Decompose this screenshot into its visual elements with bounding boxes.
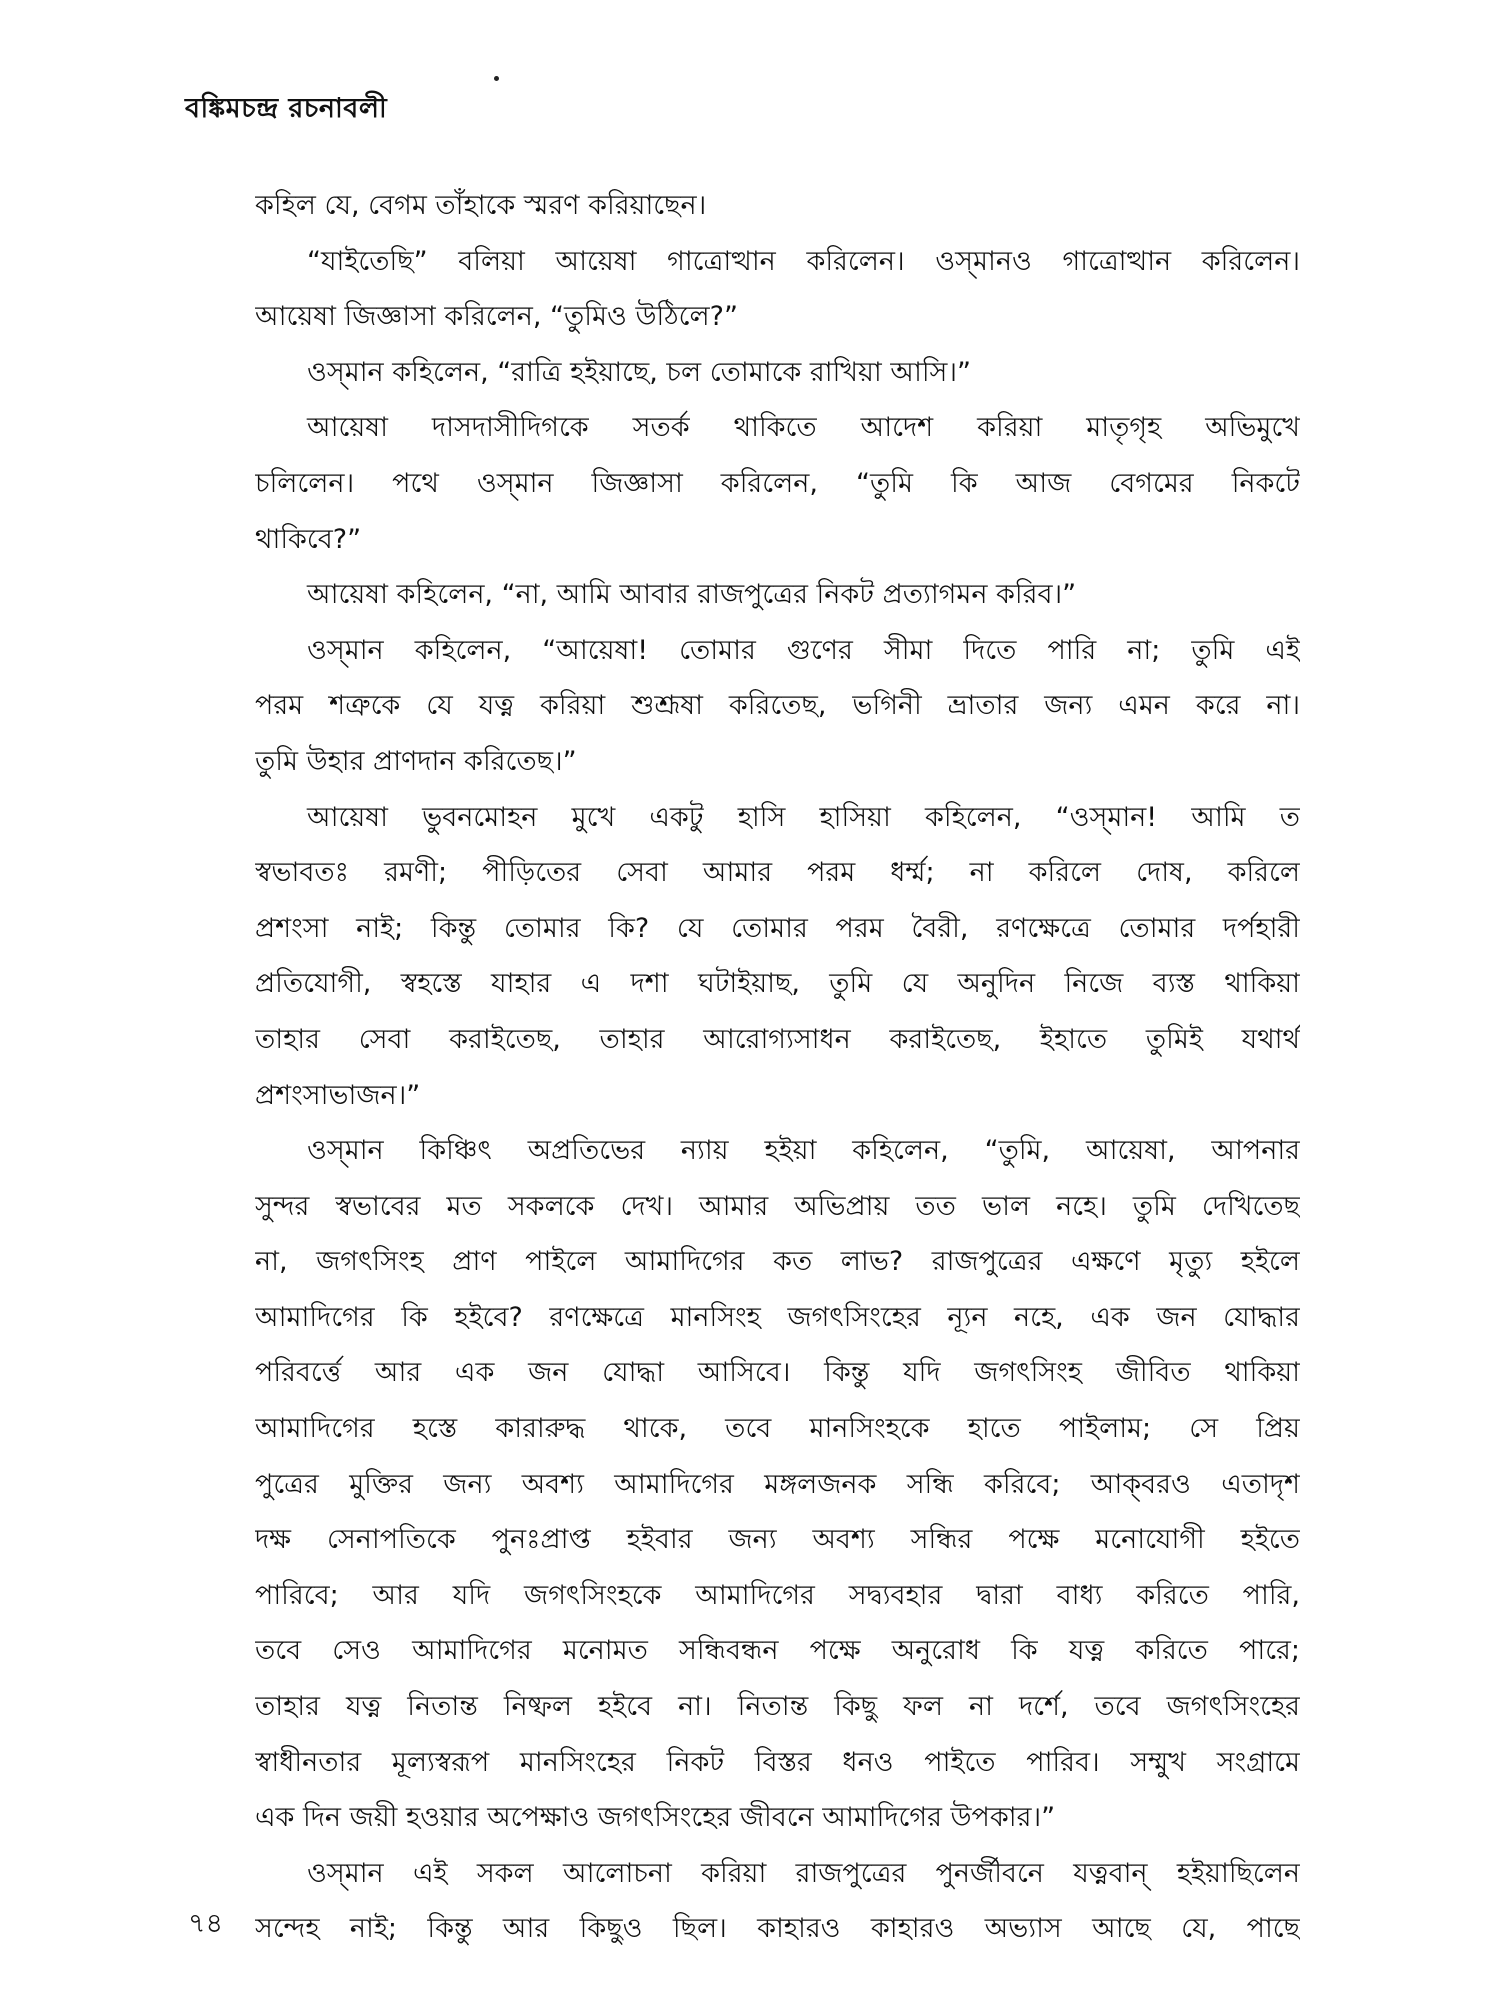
text-line: দক্ষ সেনাপতিকে পুনঃপ্রাপ্ত হইবার জন্য অবশ্য সন্ধির পক্ষে মনোযোগী হইতে xyxy=(255,1524,1300,1556)
text-line: ওস্‌মান কিঞ্চিৎ অপ্রতিভের ন্যায় হইয়া কহিলেন, “তুমি, আয়েষা, আপনার xyxy=(307,1135,1300,1167)
running-head: বঙ্কিমচন্দ্র রচনাবলী xyxy=(185,93,388,124)
page-number: ৭৪ xyxy=(188,1908,224,1939)
print-speck xyxy=(494,76,499,81)
text-line: আয়েষা জিজ্ঞাসা করিলেন, “তুমিও উঠিলে?” xyxy=(255,301,738,333)
text-line: প্রশংসাভাজন।” xyxy=(255,1079,421,1111)
text-line: স্বভাবতঃ রমণী; পীড়িতের সেবা আমার পরম ধর্ম্ম; না করিলে দোষ, করিলে xyxy=(255,857,1300,889)
text-line: আমাদিগের কি হইবে? রণক্ষেত্রে মানসিংহ জগৎসিংহের ন্যূন নহে, এক জন যোদ্ধার xyxy=(255,1301,1300,1333)
body-text xyxy=(255,178,1300,1957)
text-line: তবে সেও আমাদিগের মনোমত সন্ধিবন্ধন পক্ষে অনুরোধ কি যত্ন করিতে পারে; xyxy=(255,1635,1300,1667)
text-line: প্রতিযোগী, স্বহস্তে যাহার এ দশা ঘটাইয়াছ, তুমি যে অনুদিন নিজে ব্যস্ত থাকিয়া xyxy=(255,968,1300,1000)
text-line: সুন্দর স্বভাবের মত সকলকে দেখ। আমার অভিপ্রায় তত ভাল নহে। তুমি দেখিতেছ xyxy=(255,1190,1300,1222)
text-line: স্বাধীনতার মূল্যস্বরূপ মানসিংহের নিকট বিস্তর ধনও পাইতে পারিব। সম্মুখ সংগ্রামে xyxy=(255,1746,1300,1778)
text-line: আয়েষা কহিলেন, “না, আমি আবার রাজপুত্রের নিকট প্রত্যাগমন করিব।” xyxy=(307,579,1077,611)
text-line: না, জগৎসিংহ প্রাণ পাইলে আমাদিগের কত লাভ? রাজপুত্রের এক্ষণে মৃত্যু হইলে xyxy=(255,1246,1300,1278)
text-line: থাকিবে?” xyxy=(255,523,362,555)
text-line: পরিবর্ত্তে আর এক জন যোদ্ধা আসিবে। কিন্তু যদি জগৎসিংহ জীবিত থাকিয়া xyxy=(255,1357,1300,1389)
text-line: চলিলেন। পথে ওস্‌মান জিজ্ঞাসা করিলেন, “তুমি কি আজ বেগমের নিকটে xyxy=(255,467,1300,499)
text-line: তাহার সেবা করাইতেছ, তাহার আরোগ্যসাধন করাইতেছ, ইহাতে তুমিই যথার্থ xyxy=(255,1023,1300,1055)
text-line: সন্দেহ নাই; কিন্তু আর কিছুও ছিল। কাহারও কাহারও অভ্যাস আছে যে, পাছে xyxy=(255,1913,1300,1945)
text-line: তাহার যত্ন নিতান্ত নিষ্ফল হইবে না। নিতান্ত কিছু ফল না দর্শে, তবে জগৎসিংহের xyxy=(255,1691,1300,1723)
text-line: ওস্‌মান কহিলেন, “রাত্রি হইয়াছে, চল তোমাকে রাখিয়া আসি।” xyxy=(307,356,972,388)
text-line: পরম শত্রুকে যে যত্ন করিয়া শুশ্রূষা করিতেছ, ভগিনী ভ্রাতার জন্য এমন করে না। xyxy=(255,690,1300,722)
text-line: এক দিন জয়ী হওয়ার অপেক্ষাও জগৎসিংহের জীবনে আমাদিগের উপকার।” xyxy=(255,1802,1056,1834)
text-line: আয়েষা ভুবনমোহন মুখে একটু হাসি হাসিয়া কহিলেন, “ওস্‌মান! আমি ত xyxy=(307,801,1300,833)
text-line: ওস্‌মান এই সকল আলোচনা করিয়া রাজপুত্রের পুনর্জীবনে যত্নবান্‌ হইয়াছিলেন xyxy=(307,1857,1300,1889)
text-line: আয়েষা দাসদাসীদিগকে সতর্ক থাকিতে আদেশ করিয়া মাতৃগৃহ অভিমুখে xyxy=(307,412,1300,444)
text-line: তুমি উহার প্রাণদান করিতেছ।” xyxy=(255,745,577,777)
text-line: প্রশংসা নাই; কিন্তু তোমার কি? যে তোমার পরম বৈরী, রণক্ষেত্রে তোমার দর্পহারী xyxy=(255,912,1300,944)
text-line: আমাদিগের হস্তে কারারুদ্ধ থাকে, তবে মানসিংহকে হাতে পাইলাম; সে প্রিয় xyxy=(255,1413,1300,1445)
text-line: পুত্রের মুক্তির জন্য অবশ্য আমাদিগের মঙ্গলজনক সন্ধি করিবে; আক্‌বরও এতাদৃশ xyxy=(255,1468,1300,1500)
text-line: কহিল যে, বেগম তাঁহাকে স্মরণ করিয়াছেন। xyxy=(255,190,707,221)
text-line: পারিবে; আর যদি জগৎসিংহকে আমাদিগের সদ্ব্যবহার দ্বারা বাধ্য করিতে পারি, xyxy=(255,1579,1300,1611)
text-line: ওস্‌মান কহিলেন, “আয়েষা! তোমার গুণের সীমা দিতে পারি না; তুমি এই xyxy=(307,634,1300,666)
text-line: “যাইতেছি” বলিয়া আয়েষা গাত্রোত্থান করিলেন। ওস্‌মানও গাত্রোত্থান করিলেন। xyxy=(307,245,1300,277)
